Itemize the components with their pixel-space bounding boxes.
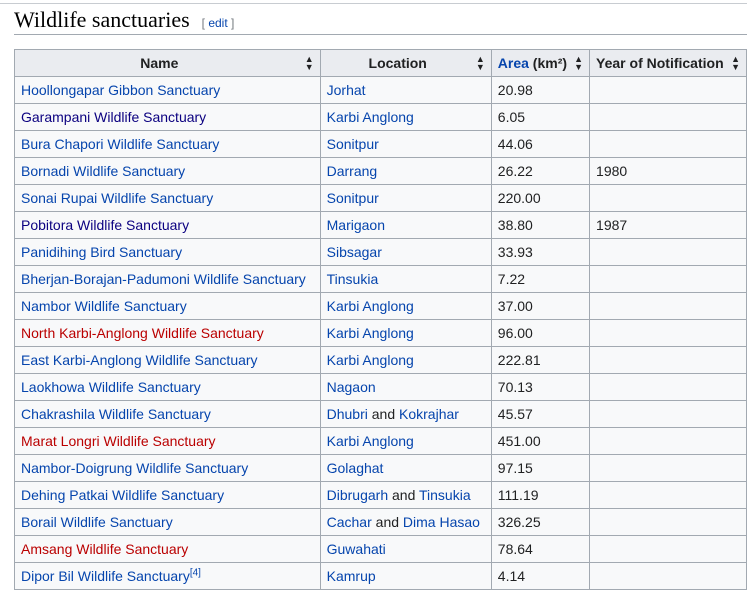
location-link[interactable]: Golaghat [326,460,384,476]
column-header-name[interactable]: Name ▲ ▼ [15,50,321,77]
sanctuary-link[interactable]: Amsang Wildlife Sanctuary [21,541,189,557]
location-link[interactable]: Kokrajhar [399,406,459,422]
table-row [15,266,747,293]
table-row [15,212,747,239]
cell-area: 96.00 [491,320,589,347]
cell-location [320,185,491,212]
sanctuary-link[interactable]: Garampani Wildlife Sanctuary [21,109,207,125]
location-link[interactable]: Sonitpur [326,136,379,152]
cell-year [590,374,747,401]
sanctuary-link[interactable]: Nambor-Doigrung Wildlife Sanctuary [21,460,249,476]
sanctuary-link[interactable]: Bornadi Wildlife Sanctuary [21,163,186,179]
sanctuary-link[interactable]: Hoollongapar Gibbon Sanctuary [21,82,221,98]
location-link[interactable]: Dima Hasao [402,514,480,530]
cell-year [590,347,747,374]
column-header-year[interactable]: Year of Notification ▲ ▼ [590,50,747,77]
location-link[interactable]: Tinsukia [419,487,471,503]
sanctuary-link[interactable]: North Karbi-Anglong Wildlife Sanctuary [21,325,264,341]
cell-name [15,158,321,185]
cell-area: 222.81 [491,347,589,374]
cell-name [15,455,321,482]
sort-icon: ▲ ▼ [304,54,314,72]
cell-location [320,536,491,563]
cell-location [320,266,491,293]
cell-year [590,563,747,590]
cell-year [590,455,747,482]
cell-name [15,212,321,239]
table-row [15,239,747,266]
cell-area: 78.64 [491,536,589,563]
cell-name [15,131,321,158]
location-link[interactable]: Kamrup [326,568,376,584]
table-row [15,320,747,347]
sanctuary-link[interactable]: Bherjan-Borajan-Padumoni Wildlife Sanctuary [21,271,306,287]
cell-year [590,239,747,266]
cell-area: 45.57 [491,401,589,428]
location-link[interactable]: Darrang [326,163,378,179]
cell-location: Dhubri and Kokrajhar [320,401,491,428]
reference-link[interactable]: [4] [189,567,201,579]
cell-area: 70.13 [491,374,589,401]
cell-name [15,509,321,536]
location-link[interactable]: Sonitpur [326,190,379,206]
cell-year [590,509,747,536]
table-row [15,158,747,185]
cell-year [590,185,747,212]
cell-area: 111.19 [491,482,589,509]
cell-name [15,536,321,563]
top-divider [0,3,747,4]
sanctuary-link[interactable]: Laokhowa Wildlife Sanctuary [21,379,201,395]
cell-name [15,482,321,509]
location-link[interactable]: Marigaon [326,217,385,233]
cell-name [15,428,321,455]
table-body [15,77,747,590]
cell-name [15,185,321,212]
cell-area: 7.22 [491,266,589,293]
location-link[interactable]: Guwahati [326,541,386,557]
sanctuary-link[interactable]: Borail Wildlife Sanctuary [21,514,173,530]
sanctuary-link[interactable]: Nambor Wildlife Sanctuary [21,298,187,314]
cell-year [590,266,747,293]
cell-location [320,428,491,455]
cell-location [320,455,491,482]
location-link[interactable]: Dibrugarh [326,487,389,503]
cell-location: Dibrugarh and Tinsukia [320,482,491,509]
location-link[interactable]: Sibsagar [326,244,382,260]
location-link[interactable]: Karbi Anglong [326,109,414,125]
cell-area: 38.80 [491,212,589,239]
table-row [15,293,747,320]
cell-area: 451.00 [491,428,589,455]
table-row [15,428,747,455]
cell-area: 97.15 [491,455,589,482]
table-row [15,401,747,428]
section-title: Wildlife sanctuaries [14,7,190,32]
cell-location [320,374,491,401]
cell-location [320,347,491,374]
sanctuary-link[interactable]: Pobitora Wildlife Sanctuary [21,217,190,233]
cell-area: 44.06 [491,131,589,158]
table-row [15,455,747,482]
sanctuary-link[interactable]: Chakrashila Wildlife Sanctuary [21,406,211,422]
cell-name [15,347,321,374]
cell-year [590,482,747,509]
edit-section: [ edit ] [201,16,235,30]
location-link[interactable]: Karbi Anglong [326,352,414,368]
cell-year [590,77,747,104]
cell-name [15,104,321,131]
location-link[interactable]: Cachar [326,514,372,530]
location-link[interactable]: Jorhat [326,82,366,98]
table-row [15,185,747,212]
cell-year [590,428,747,455]
cell-location [320,563,491,590]
table-row [15,374,747,401]
cell-area: 326.25 [491,509,589,536]
table-row [15,563,747,590]
area-link[interactable]: Area [497,55,529,71]
sanctuary-link[interactable]: Sonai Rupai Wildlife Sanctuary [21,190,214,206]
cell-year [590,131,747,158]
location-link[interactable]: Tinsukia [326,271,379,287]
cell-name [15,320,321,347]
cell-year [590,401,747,428]
cell-year [590,536,747,563]
column-header-area[interactable]: Area (km²) ▲ ▼ [491,50,589,77]
table-row [15,509,747,536]
cell-year: 1980 [590,158,747,185]
sort-icon: ▲ ▼ [574,54,584,72]
cell-name [15,401,321,428]
cell-location [320,104,491,131]
cell-area: 33.93 [491,239,589,266]
cell-location [320,293,491,320]
header-row [15,50,747,77]
location-link[interactable]: Karbi Anglong [326,298,414,314]
cell-year [590,104,747,131]
cell-area: 20.98 [491,77,589,104]
cell-name [15,266,321,293]
cell-area: 6.05 [491,104,589,131]
table-row [15,536,747,563]
sanctuary-link[interactable]: Panidihing Bird Sanctuary [21,244,183,260]
table-row [15,131,747,158]
location-link[interactable]: Dhubri [326,406,368,422]
sanctuaries-table [14,49,747,590]
cell-location [320,77,491,104]
cell-location [320,239,491,266]
cell-location [320,212,491,239]
cell-year: 1987 [590,212,747,239]
cell-name [15,293,321,320]
cell-area: 4.14 [491,563,589,590]
section-heading [14,6,747,35]
cell-area: 37.00 [491,293,589,320]
table-row [15,104,747,131]
cell-year [590,293,747,320]
table-row [15,77,747,104]
table-row [15,347,747,374]
cell-name [15,239,321,266]
cell-location [320,131,491,158]
sanctuary-link[interactable]: Dehing Patkai Wildlife Sanctuary [21,487,225,503]
edit-link[interactable]: edit [208,16,228,30]
cell-name [15,563,321,590]
location-link[interactable]: Nagaon [326,379,376,395]
cell-name [15,77,321,104]
cell-location [320,320,491,347]
sort-icon: ▲ ▼ [475,54,485,72]
location-link[interactable]: Karbi Anglong [326,433,414,449]
sanctuary-link[interactable]: East Karbi-Anglong Wildlife Sanctuary [21,352,258,368]
sanctuary-link[interactable]: Marat Longri Wildlife Sanctuary [21,433,216,449]
location-link[interactable]: Karbi Anglong [326,325,414,341]
cell-area: 220.00 [491,185,589,212]
cell-year [590,320,747,347]
cell-name [15,374,321,401]
column-header-location[interactable]: Location ▲ ▼ [320,50,491,77]
cell-area: 26.22 [491,158,589,185]
sanctuary-link[interactable]: Bura Chapori Wildlife Sanctuary [21,136,220,152]
sort-icon: ▲ ▼ [731,54,740,72]
cell-location [320,158,491,185]
table-row [15,482,747,509]
cell-location: Cachar and Dima Hasao [320,509,491,536]
sanctuary-link[interactable]: Dipor Bil Wildlife Sanctuary [21,568,190,584]
